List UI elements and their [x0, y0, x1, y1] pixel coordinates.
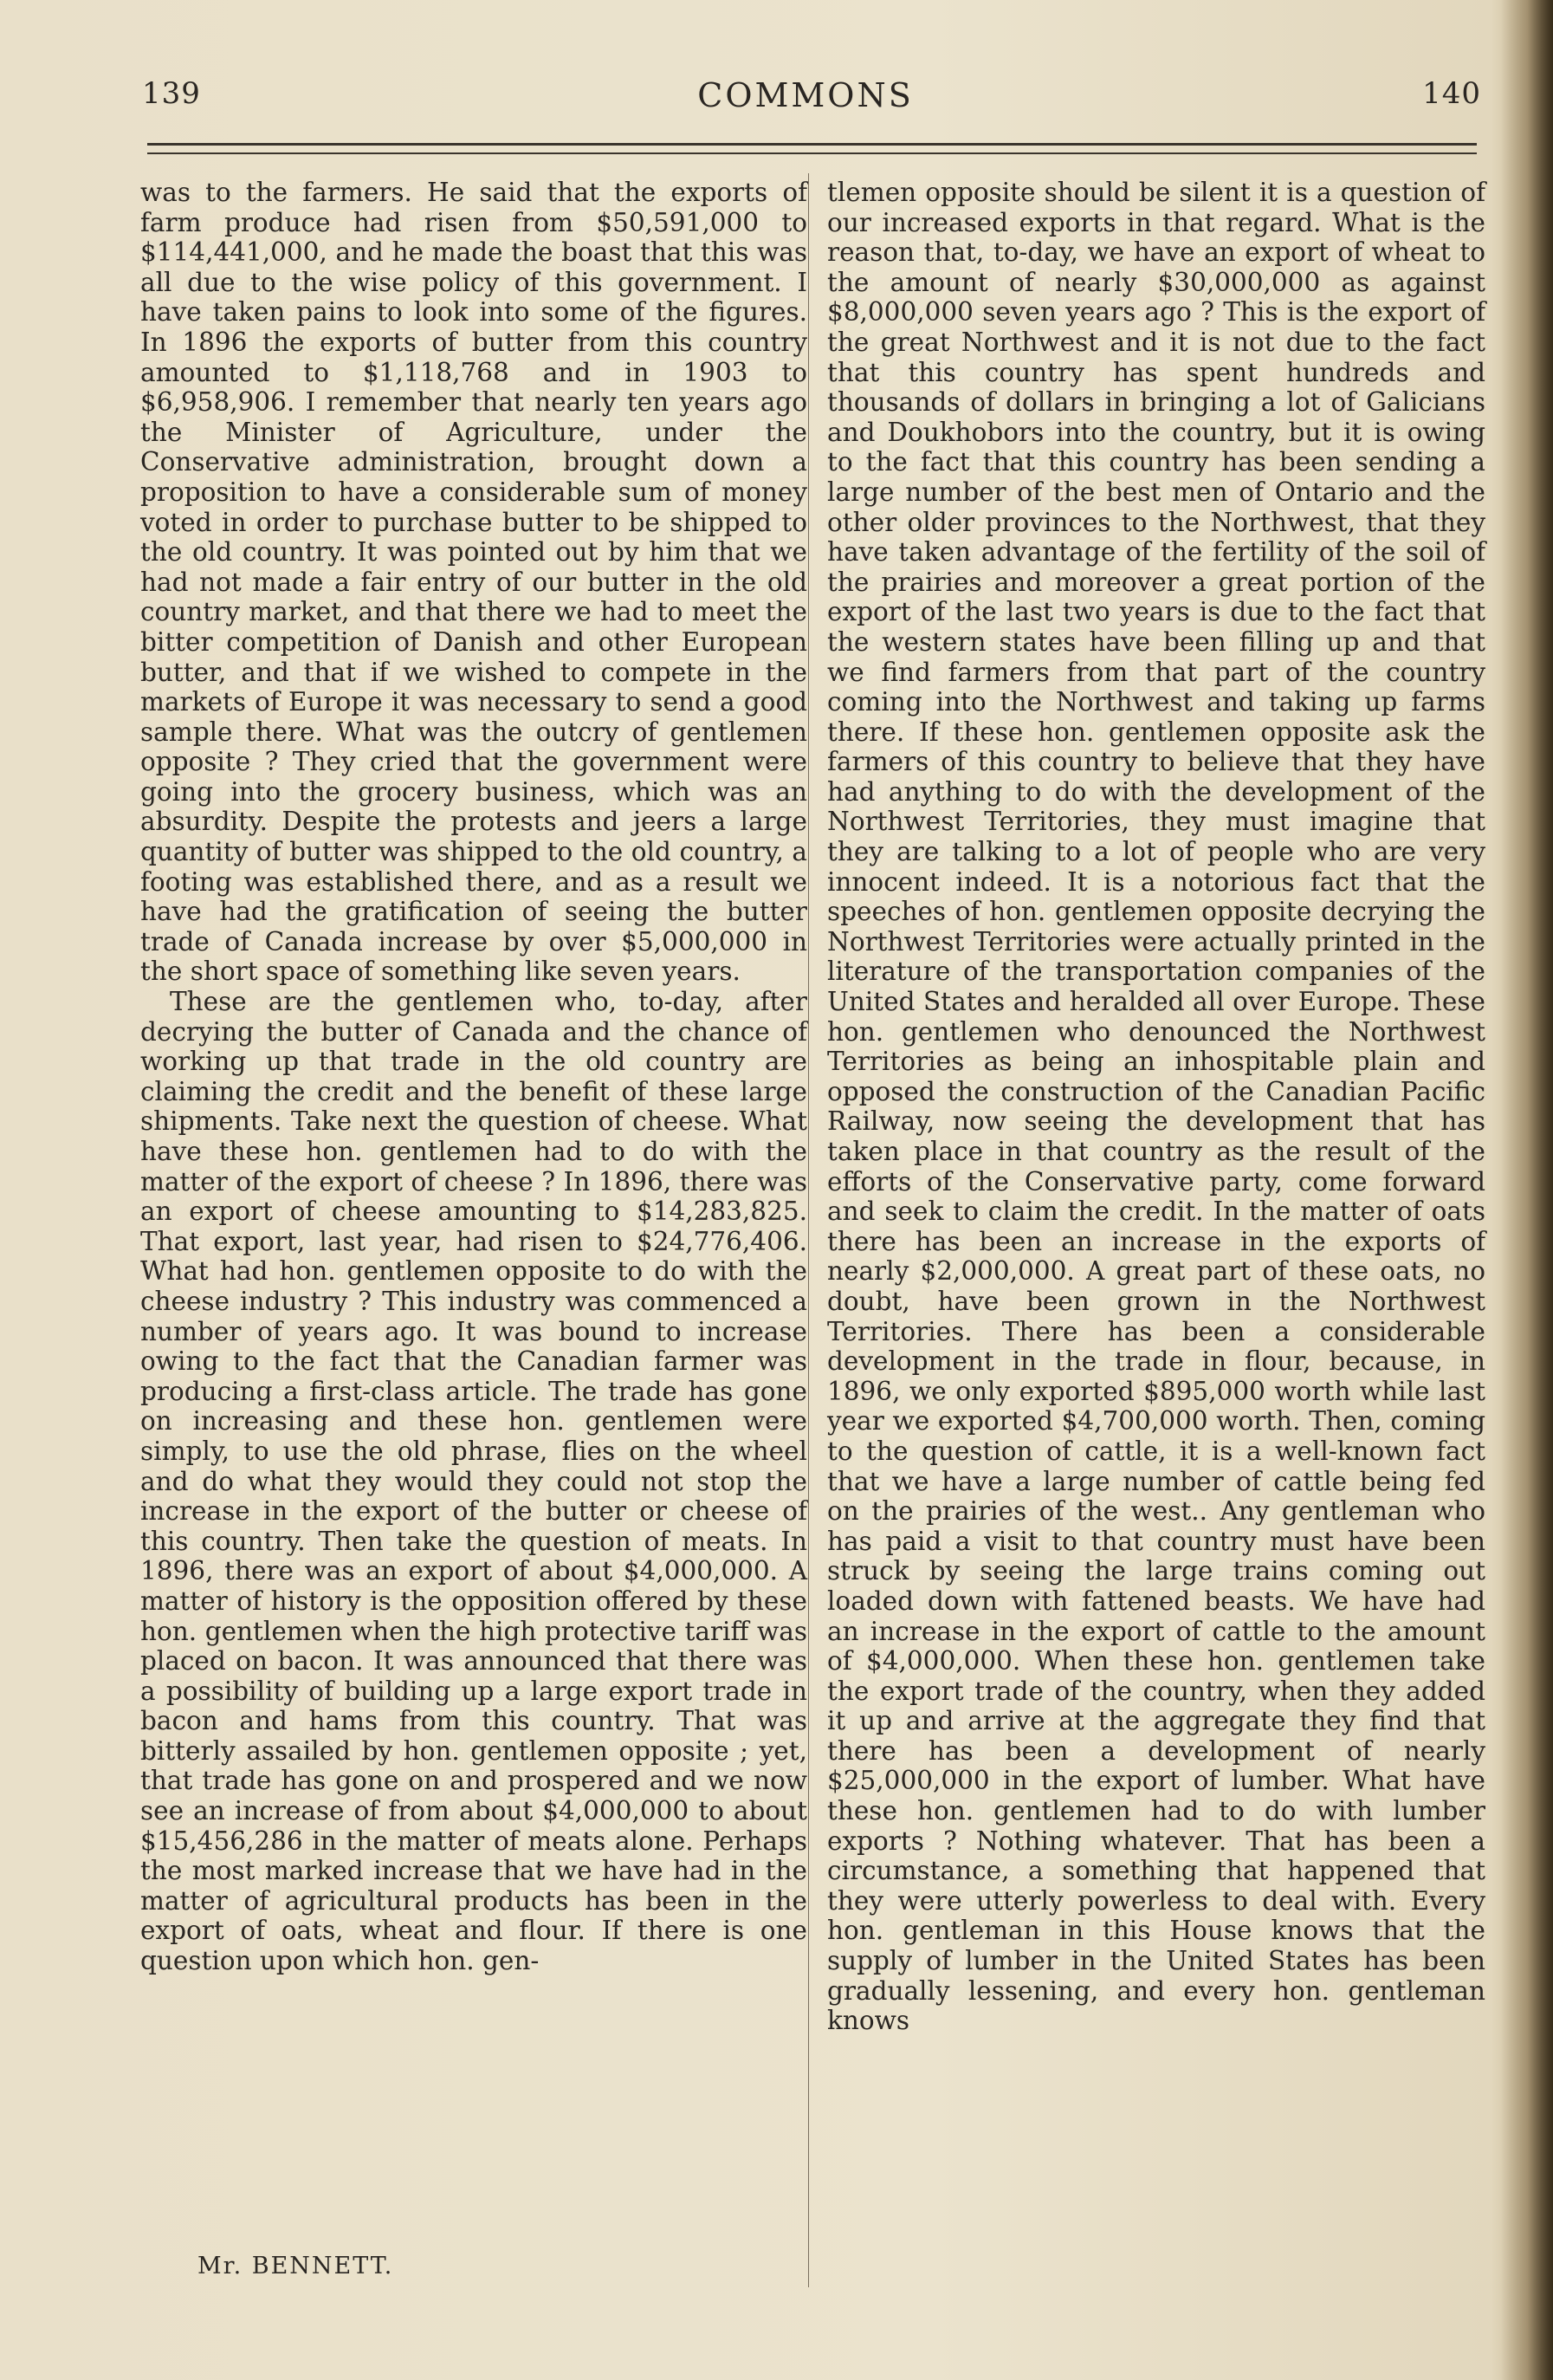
running-title: COMMONS [697, 76, 914, 114]
right-column [827, 178, 1485, 2036]
left-page-number: 139 [142, 76, 201, 111]
speaker-footer: Mr. BENNETT. [197, 2253, 394, 2279]
page-header [130, 76, 1481, 120]
column-divider [808, 173, 809, 2287]
left-paragraph-1: was to the farmers. He said that the exports of farm produce had risen from $50,591,000 to $114,441,000, and he made the boast that this was all due to the wise policy of this government. I have taken pains to look into some of the figures. In 1896 the exports of butter from this country amounted to $1,118,768 and in 1903 to $6,958,906. I remember that nearly ten years ago the Minister of Agriculture, under the Conservative administration, brought down a proposition to have a considerable sum of money voted in order to purchase butter to be shipped to the old country. It was pointed out by him that we had not made a fair entry of our butter in the old country market, and that there we had to meet the bitter competition of Danish and other European butter, and that if we wished to compete in the markets of Europe it was necessary to send a good sample there. What was the outcry of gentlemen opposite ? They cried that the government were going into the grocery business, which was an absurdity. Despite the protests and jeers a large quantity of butter was shipped to the old country, a footing was established there, and as a result we have had the gratification of seeing the butter trade of Canada increase by over $5,000,000 in the short space of something like seven years. [140, 178, 807, 987]
header-rule-top [147, 143, 1477, 146]
left-paragraph-2: These are the gentlemen who, to-day, after decrying the butter of Canada and the chance of working up that trade in the old country are claiming the credit and the benefit of these large shipments. Take next the question of cheese. What have these hon. gentlemen had to do with the matter of the export of cheese ? In 1896, there was an export of cheese amounting to $14,283,825. That export, last year, had risen to $24,776,406. What had hon. gentlemen opposite to do with the cheese industry ? This industry was commenced a number of years ago. It was bound to increase owing to the fact that the Canadian farmer was producing a first-class article. The trade has gone on increasing and these hon. gentlemen were simply, to use the old phrase, flies on the wheel and do what they would they could not stop the increase in the export of the butter or cheese of this country. Then take the question of meats. In 1896, there was an export of about $4,000,000. A matter of history is the opposition offered by these hon. gentlemen when the high protective tariff was placed on bacon. It was announced that there was a possibility of building up a large export trade in bacon and hams from this country. That was bitterly assailed by hon. gentlemen opposite ; yet, that trade has gone on and prospered and we now see an increase of from about $4,000,000 to about $15,456,286 in the matter of meats alone. Perhaps the most marked increase that we have had in the matter of agricultural products has been in the export of oats, wheat and flour. If there is one question upon which hon. gen- [140, 987, 807, 1976]
left-column [140, 178, 807, 1976]
right-paragraph-1: tlemen opposite should be silent it is a question of our increased exports in that regard. What is the reason that, to-day, we have an export of wheat to the amount of nearly $30,000,000 as against $8,000,000 seven years ago ? This is the export of the great Northwest and it is not due to the fact that this country has spent hundreds and thousands of dollars in bringing a lot of Galicians and Doukhobors into the country, but it is owing to the fact that this country has been sending a large number of the best men of Ontario and the other older provinces to the Northwest, that they have taken advantage of the fertility of the soil of the prairies and moreover a great portion of the export of the last two years is due to the fact that the western states have been filling up and that we find farmers from that part of the country coming into the Northwest and taking up farms there. If these hon. gentlemen opposite ask the farmers of this country to believe that they have had anything to do with the development of the Northwest Territories, they must imagine that they are talking to a lot of people who are very innocent indeed. It is a notorious fact that the speeches of hon. gentlemen opposite decrying the Northwest Territories were actually printed in the literature of the transportation companies of the United States and heralded all over Europe. These hon. gentlemen who denounced the Northwest Territories as being an inhospitable plain and opposed the construction of the Canadian Pacific Railway, now seeing the development that has taken place in that country as the result of the efforts of the Conservative party, come forward and seek to claim the credit. In the matter of oats there has been an increase in the exports of nearly $2,000,000. A great part of these oats, no doubt, have been grown in the Northwest Territories. There has been a considerable development in the trade in flour, because, in 1896, we only exported $895,000 worth while last year we exported $4,700,000 worth. Then, coming to the question of cattle, it is a well-known fact that we have a large number of cattle being fed on the prairies of the west.. Any gentleman who has paid a visit to that country must have been struck by seeing the large trains coming out loaded down with fattened beasts. We have had an increase in the export of cattle to the amount of $4,000,000. When these hon. gentlemen take the export trade of the country, when they added it up and arrive at the aggregate they find that there has been a development of nearly $25,000,000 in the export of lumber. What have these hon. gentlemen had to do with lumber exports ? Nothing whatever. That has been a circumstance, a something that happened that they were utterly powerless to deal with. Every hon. gentleman in this House knows that the supply of lumber in the United States has been gradually lessening, and every hon. gentleman knows [827, 178, 1485, 2036]
right-page-number: 140 [1422, 76, 1481, 111]
header-rule-bottom [147, 152, 1477, 154]
binding-edge-shadow [1501, 0, 1553, 2380]
